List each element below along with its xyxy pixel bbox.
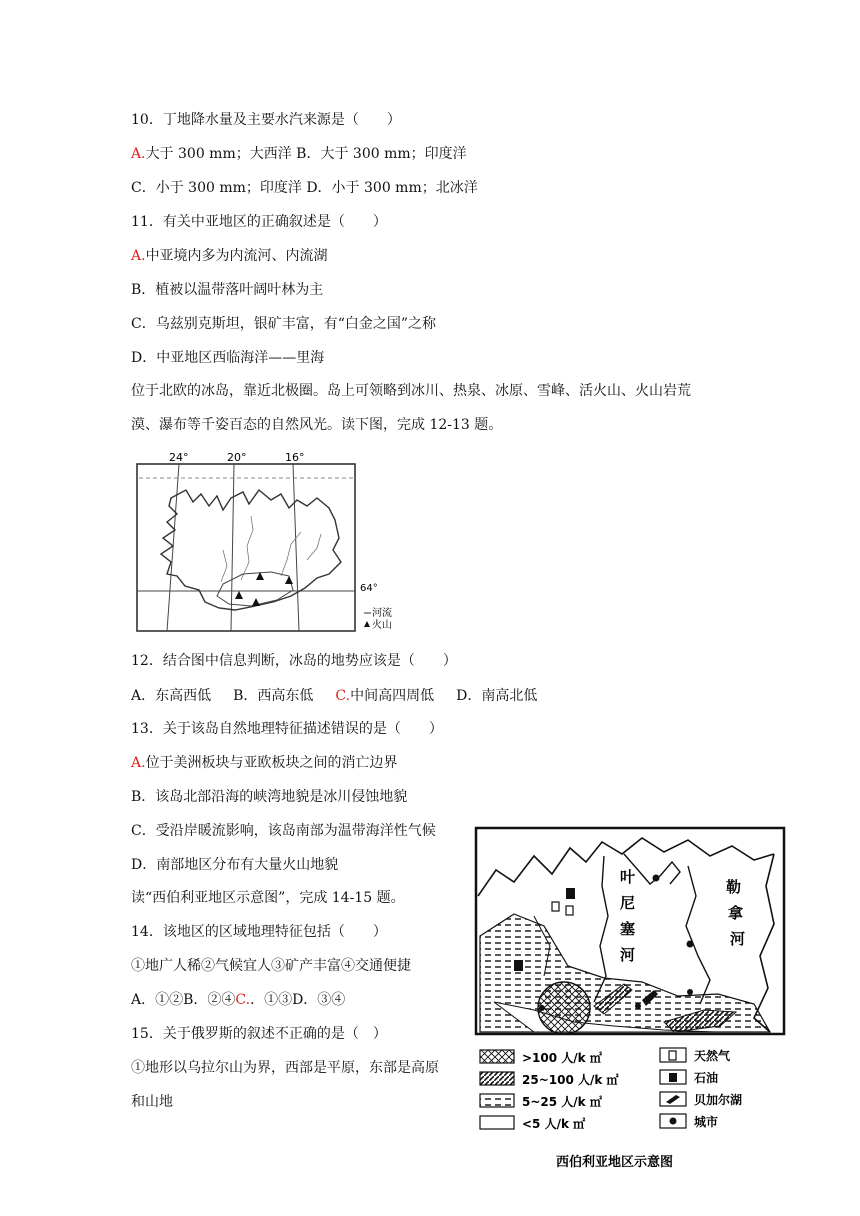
volcano-icon — [252, 598, 260, 606]
iceland-coastline — [161, 490, 341, 610]
legend-baikal-icon — [666, 1095, 680, 1104]
yenisei-label-char: 河 — [620, 946, 636, 964]
q14-options — [131, 990, 345, 1010]
siberia-map — [474, 826, 786, 1176]
q12-stem: 12．结合图中信息判断，冰岛的地势应该是（ ） — [131, 653, 457, 669]
lena-river — [686, 866, 710, 1004]
east-coastline — [754, 854, 774, 1032]
legend-density-mid-low-label: 5~25 人/k ㎡ — [522, 1095, 602, 1109]
legend-volcano-icon — [364, 621, 370, 627]
legend-gas-label: 天然气 — [694, 1049, 731, 1063]
lena-label-char: 勒 — [726, 878, 742, 896]
legend-volcano-label: 火山 — [372, 620, 392, 631]
lon-label-24: 24° — [169, 451, 189, 464]
legend-density-mid-high-label: 25~100 人/k ㎡ — [522, 1073, 619, 1087]
q13-option-a-text: 位于美洲板块与亚欧板块之间的消亡边界 — [145, 755, 398, 771]
q11-option-a — [131, 246, 328, 266]
legend-gas-icon — [669, 1051, 676, 1060]
legend-density-mid-low-swatch — [480, 1094, 514, 1107]
yenisei-label-char: 叶 — [620, 868, 636, 886]
q13-option-d: D．南部地区分布有大量火山地貌 — [131, 857, 339, 873]
lon-label-20: 20° — [227, 451, 247, 464]
q11-option-a-text: 中亚境内多为内流河、内流湖 — [145, 248, 328, 264]
legend-city-label: 城市 — [694, 1115, 719, 1129]
q12-option-b: B．西高东低 — [233, 688, 314, 704]
density-over-100-area — [538, 982, 590, 1034]
q10-options-ab — [131, 144, 467, 164]
legend-oil-label: 石油 — [694, 1071, 719, 1085]
q12-option-d: D．南高北低 — [456, 688, 538, 704]
siberia-map-caption: 西伯利亚地区示意图 — [556, 1155, 674, 1170]
lena-label-char: 拿 — [728, 904, 744, 922]
iceland-intro-line2: 漠、瀑布等千姿百态的自然风光。读下图，完成 12-13 题。 — [131, 417, 503, 433]
yenisei-label-char: 尼 — [620, 894, 636, 912]
q11-option-d: D．中亚地区西临海洋——里海 — [131, 350, 325, 366]
q15-stem: 15．关于俄罗斯的叙述不正确的是（ ） — [131, 1026, 387, 1042]
volcano-icon — [235, 591, 243, 599]
lena-label-char: 河 — [730, 930, 746, 948]
q13-stem: 13．关于该岛自然地理特征描述错误的是（ ） — [131, 721, 443, 737]
legend-city-icon — [670, 1118, 677, 1125]
lon-label-16: 16° — [285, 451, 305, 464]
river — [221, 550, 227, 582]
q13-option-c: C．受沿岸暖流影响，该岛南部为温带海洋性气候 — [131, 823, 436, 839]
volcano-icon — [285, 576, 293, 584]
q10-answer-letter: A. — [131, 146, 146, 162]
q10-stem: 10．丁地降水量及主要水汽来源是（ ） — [131, 112, 401, 128]
city-dot — [687, 989, 693, 995]
siberia-intro: 读“西伯利亚地区示意图”，完成 14-15 题。 — [131, 890, 405, 906]
iceland-intro-line1: 位于北欧的冰岛，靠近北极圈。岛上可领略到冰川、热泉、冰原、雪峰、活火山、火山岩荒 — [131, 383, 691, 399]
q14-options-ab: A．①②B．②④ — [131, 992, 236, 1008]
gas-icon — [552, 902, 559, 911]
city-dot — [687, 941, 694, 948]
q14-stem: 14．该地区的区域地理特征包括（ ） — [131, 924, 387, 940]
q11-option-c: C．乌兹别克斯坦，银矿丰富，有“白金之国”之称 — [131, 316, 437, 332]
q12-option-c-text: 中间高四周低 — [350, 688, 435, 704]
city-dot — [539, 1005, 545, 1011]
q11-stem: 11．有关中亚地区的正确叙述是（ ） — [131, 214, 387, 230]
legend-oil-icon — [669, 1073, 677, 1082]
oil-icon — [566, 888, 575, 899]
legend-density-high-label: >100 人/k ㎡ — [522, 1051, 602, 1065]
city-dot — [635, 1003, 641, 1009]
legend-baikal-label: 贝加尔湖 — [694, 1093, 743, 1107]
gas-icon — [566, 906, 573, 915]
q15-item1-line1: ①地形以乌拉尔山为界，西部是平原，东部是高原 — [131, 1060, 439, 1076]
q11-option-b: B．植被以温带落叶阔叶林为主 — [131, 282, 324, 298]
legend-density-low-swatch — [480, 1116, 514, 1129]
q12-option-a: A．东高西低 — [131, 688, 212, 704]
river — [307, 534, 321, 560]
q15-item1-line2: 和山地 — [131, 1094, 173, 1110]
q10-options-cd: C．小于 300 mm；印度洋 D．小于 300 mm；北冰洋 — [131, 180, 478, 196]
q13-answer-letter: A. — [131, 755, 146, 771]
q13-option-a — [131, 753, 398, 773]
yenisei-label-char: 塞 — [620, 920, 636, 938]
q14-answer-letter: C. — [235, 992, 251, 1008]
legend-density-high-swatch — [480, 1050, 514, 1063]
legend-river-label: 河流 — [372, 608, 392, 619]
legend-density-mid-high-swatch — [480, 1072, 514, 1085]
q13-option-b: B．该岛北部沿海的峡湾地貌是冰川侵蚀地貌 — [131, 789, 408, 805]
river — [281, 532, 301, 576]
q11-answer-letter: A. — [131, 248, 146, 264]
lat-label-64: 64° — [360, 583, 378, 594]
q12-answer-letter: C. — [335, 688, 351, 704]
q14-items: ①地广人稀②气候宜人③矿产丰富④交通便捷 — [131, 958, 411, 974]
iceland-map — [131, 450, 401, 636]
q10-option-a-text: 大于 300 mm；大西洋 B．大于 300 mm；印度洋 — [145, 146, 467, 162]
oil-icon — [514, 960, 523, 971]
q12-options — [131, 686, 537, 706]
legend-density-low-label: <5 人/k ㎡ — [522, 1117, 586, 1131]
river — [241, 516, 253, 580]
q14-options-cd: ．①③D．③④ — [250, 992, 346, 1008]
city-dot — [653, 875, 660, 882]
